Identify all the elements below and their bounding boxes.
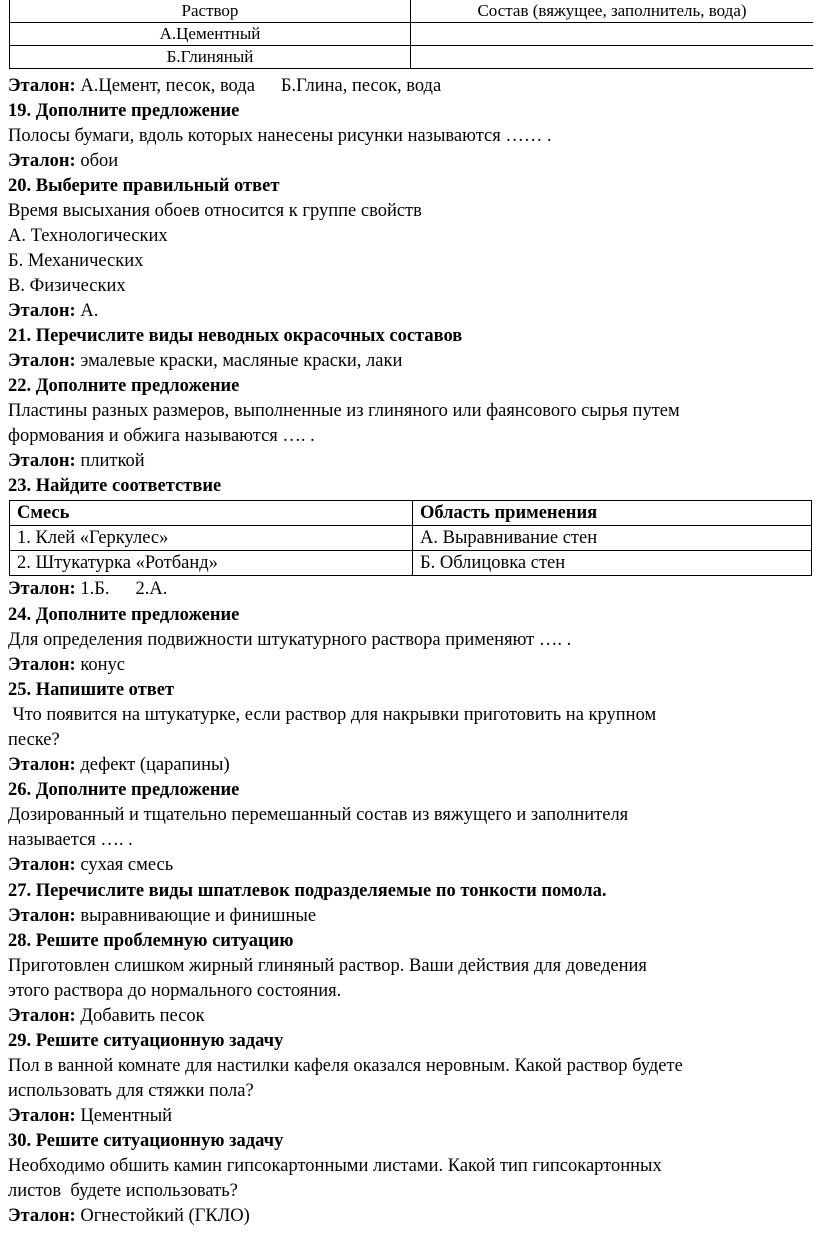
q30-answer	[8, 1204, 250, 1229]
answer-label: Эталон:	[8, 906, 76, 926]
q22-answer	[8, 449, 145, 474]
q24-answer	[8, 653, 125, 678]
question-text: формования и обжига называются …. .	[8, 426, 315, 446]
question-text: песке?	[8, 730, 60, 750]
table-cell: 1. Клей «Геркулес»	[10, 526, 413, 551]
question-title: 23. Найдите соответствие	[8, 476, 222, 496]
question-text: Для определения подвижности штукатурного раствора применяют …. .	[8, 630, 572, 650]
question-text: Дозированный и тщательно перемешанный состав из вяжущего и заполнителя	[8, 805, 629, 825]
table-cell	[411, 46, 814, 69]
table-header-row	[10, 501, 812, 526]
question-title: 27. Перечислите виды шпатлевок подразделяемые по тонкости помола.	[8, 881, 607, 901]
question-title: 25. Напишите ответ	[8, 680, 175, 700]
answer-text: обои	[80, 151, 119, 171]
question-title: 29. Решите ситуационную задачу	[8, 1031, 284, 1051]
question-title: 26. Дополните предложение	[8, 780, 240, 800]
answer-text: 2.А.	[135, 579, 168, 599]
question-text: использовать для стяжки пола?	[8, 1081, 254, 1101]
answer-label: Эталон:	[8, 151, 76, 171]
table-header-cell: Состав (вяжущее, заполнитель, вода)	[411, 0, 814, 23]
question-title: 20. Выберите правильный ответ	[8, 176, 280, 196]
q20-answer	[8, 299, 98, 324]
matching-table	[9, 500, 812, 576]
question-title: 19. Дополните предложение	[8, 101, 240, 121]
answer-text: Б.Глина, песок, вода	[280, 76, 442, 96]
question-title: 21. Перечислите виды неводных окрасочных составов	[8, 326, 463, 346]
table-header-cell: Смесь	[10, 501, 413, 526]
q23-answer	[8, 577, 167, 602]
answer-label: Эталон:	[8, 351, 76, 371]
answer-label: Эталон:	[8, 579, 76, 599]
answer-label: Эталон:	[8, 1106, 76, 1126]
answer-label: Эталон:	[8, 755, 76, 775]
answer-text: 1.Б.	[80, 579, 110, 599]
answer-label: Эталон:	[8, 655, 76, 675]
q18-answer	[8, 74, 441, 99]
answer-label: Эталон:	[8, 451, 76, 471]
q28-answer	[8, 1004, 205, 1029]
question-text: Что появится на штукатурке, если раствор для накрывки приготовить на крупном	[8, 705, 657, 725]
answer-option: В. Физических	[8, 276, 126, 296]
answer-text: А.	[80, 301, 99, 321]
q27-answer	[8, 904, 316, 929]
question-text: Время высыхания обоев относится к группе свойств	[8, 201, 422, 221]
table-row	[10, 23, 814, 46]
q21-answer	[8, 349, 402, 374]
q26-answer	[8, 853, 173, 878]
question-title: 30. Решите ситуационную задачу	[8, 1131, 284, 1151]
answer-text: эмалевые краски, масляные краски, лаки	[80, 351, 403, 371]
answer-label: Эталон:	[8, 855, 76, 875]
answer-text: Добавить песок	[80, 1006, 205, 1026]
answer-option: А. Технологических	[8, 226, 168, 246]
answer-label: Эталон:	[8, 301, 76, 321]
answer-option: Б. Механических	[8, 251, 144, 271]
question-title: 28. Решите проблемную ситуацию	[8, 931, 294, 951]
answer-text: конус	[80, 655, 126, 675]
question-text: называется …. .	[8, 830, 133, 850]
table-row	[10, 46, 814, 69]
answer-label: Эталон:	[8, 76, 76, 96]
table-cell: Б. Облицовка стен	[413, 551, 812, 576]
question-text: Приготовлен слишком жирный глиняный раствор. Ваши действия для доведения	[8, 956, 647, 976]
q19-answer	[8, 149, 118, 174]
answer-label: Эталон:	[8, 1206, 76, 1226]
answer-text: сухая смесь	[80, 855, 174, 875]
table-header-cell: Область применения	[413, 501, 812, 526]
question-text: Пластины разных размеров, выполненные из глиняного или фаянсового сырья путем	[8, 401, 680, 421]
table-cell: А. Выравнивание стен	[413, 526, 812, 551]
table-cell: Б.Глиняный	[10, 46, 411, 69]
answer-text: А.Цемент, песок, вода	[80, 76, 255, 96]
mortar-composition-table	[9, 0, 813, 69]
answer-text: выравнивающие и финишные	[80, 906, 317, 926]
question-text: листов будете использовать?	[8, 1181, 238, 1201]
question-text: Необходимо обшить камин гипсокартонными листами. Какой тип гипсокартонных	[8, 1156, 662, 1176]
q25-answer	[8, 753, 230, 778]
answer-label: Эталон:	[8, 1006, 76, 1026]
table-header-row	[10, 0, 814, 23]
table-cell: А.Цементный	[10, 23, 411, 46]
answer-text: дефект (царапины)	[80, 755, 230, 775]
q29-answer	[8, 1104, 172, 1129]
question-text: этого раствора до нормального состояния.	[8, 981, 342, 1001]
answer-text: Цементный	[80, 1106, 173, 1126]
question-text: Полосы бумаги, вдоль которых нанесены рисунки называются …… .	[8, 126, 552, 146]
answer-text: плиткой	[80, 451, 145, 471]
table-cell	[411, 23, 814, 46]
question-title: 22. Дополните предложение	[8, 376, 240, 396]
table-cell: 2. Штукатурка «Ротбанд»	[10, 551, 413, 576]
table-row	[10, 551, 812, 576]
question-text: Пол в ванной комнате для настилки кафеля оказался неровным. Какой раствор будете	[8, 1056, 683, 1076]
table-row	[10, 526, 812, 551]
question-title: 24. Дополните предложение	[8, 605, 240, 625]
table-header-cell: Раствор	[10, 0, 411, 23]
answer-text: Огнестойкий (ГКЛО)	[80, 1206, 250, 1226]
